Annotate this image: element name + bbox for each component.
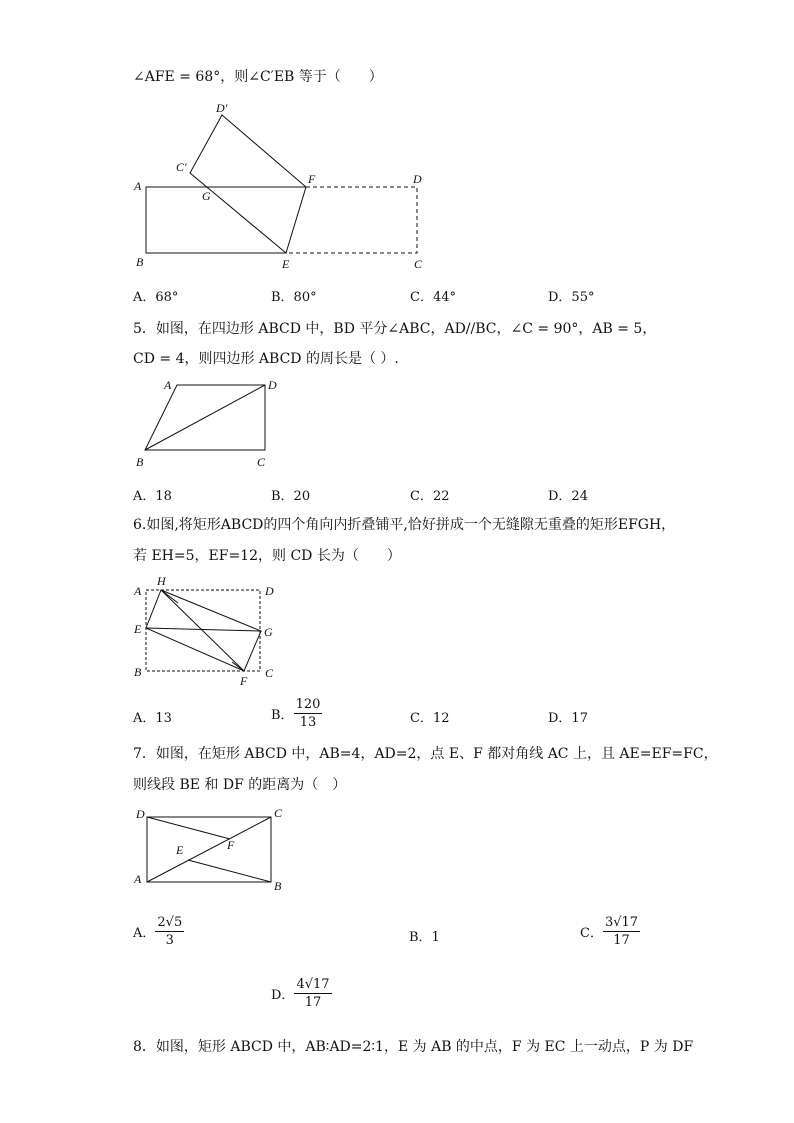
q6-fold-crease-1 bbox=[161, 590, 178, 603]
q5-line1: 5．如图，在四边形 ABCD 中，BD 平分∠ABC，AD//BC，∠C = 90°，AB = 5， bbox=[133, 321, 657, 337]
q5-label-d: D bbox=[268, 378, 277, 392]
q6-option-d[interactable]: D．17 bbox=[548, 711, 588, 726]
q4-label-c1: C′ bbox=[176, 160, 187, 174]
q7-option-b[interactable]: B．1 bbox=[409, 930, 440, 945]
q7-option-d-fraction: $\frac{4√17}{17}$ bbox=[296, 977, 330, 1010]
q4-option-c[interactable]: C．44° bbox=[410, 290, 456, 305]
q8-line1: 8．如图，矩形 ABCD 中，AB∶AD=2∶1，E 为 AB 的中点，F 为 EC 上一动点，P 为 DF bbox=[133, 1039, 694, 1055]
q7-option-d[interactable] bbox=[271, 976, 332, 1011]
q7-option-c[interactable] bbox=[580, 914, 640, 949]
q5-diagonal-bd bbox=[145, 385, 265, 450]
q7-label-d: D bbox=[136, 807, 145, 821]
q7-label-c: C bbox=[274, 806, 283, 820]
q4-label-a: A bbox=[134, 179, 142, 193]
q7-figure bbox=[128, 802, 288, 894]
q4-option-d[interactable]: D．55° bbox=[548, 290, 595, 305]
q7-option-a-prefix: A． bbox=[133, 926, 156, 941]
q4-label-f: F bbox=[308, 172, 316, 186]
q7-label-a: A bbox=[134, 872, 142, 886]
q6-option-b-prefix: B． bbox=[271, 708, 294, 723]
q6-label-b: B bbox=[134, 665, 142, 679]
q7-option-c-fraction: $\frac{3√17}{17}$ bbox=[604, 915, 639, 948]
q4-folded-part bbox=[190, 115, 306, 253]
q7-option-d-prefix: D． bbox=[271, 988, 295, 1003]
q4-label-d: D bbox=[413, 172, 422, 186]
q7-option-a-fraction: $\frac{2√5}{3}$ bbox=[157, 915, 183, 948]
q4-solid-rect bbox=[146, 187, 306, 253]
q5-option-c[interactable]: C．22 bbox=[410, 489, 450, 504]
q6-label-a: A bbox=[134, 584, 142, 598]
q5-label-c: C bbox=[257, 455, 266, 469]
q7-line1: 7．如图，在矩形 ABCD 中，AB=4，AD=2，点 E、F 都对角线 AC 上，且 AE=EF=FC， bbox=[133, 746, 718, 762]
q7-option-c-prefix: C． bbox=[580, 926, 603, 941]
q4-label-e: E bbox=[282, 257, 290, 271]
q6-label-e: E bbox=[134, 622, 142, 636]
q5-line2: CD = 4，则四边形 ABCD 的周长是（ ）. bbox=[133, 351, 399, 367]
q7-label-b: B bbox=[274, 879, 282, 893]
q6-option-b-fraction: $\frac{120}{13}$ bbox=[295, 697, 321, 730]
q4-figure bbox=[128, 96, 438, 274]
q6-label-f: F bbox=[240, 674, 248, 688]
q4-dashed-rect bbox=[286, 187, 417, 253]
q6-line2: 若 EH=5，EF=12，则 CD 长为（ ） bbox=[133, 548, 401, 564]
q5-label-a: A bbox=[164, 378, 172, 392]
q6-option-a[interactable]: A．13 bbox=[133, 711, 172, 726]
q7-line2: 则线段 BE 和 DF 的距离为（ ） bbox=[133, 777, 347, 793]
q6-option-c[interactable]: C．12 bbox=[410, 711, 450, 726]
q4-option-a[interactable]: A．68° bbox=[133, 290, 179, 305]
q7-label-e: E bbox=[176, 843, 184, 857]
q4-stem-tail: ∠AFE = 68°，则∠C′EB 等于（ ） bbox=[133, 69, 383, 85]
q6-fold-line-eg bbox=[146, 628, 261, 631]
q6-label-g: G bbox=[264, 625, 273, 639]
q6-option-b[interactable] bbox=[271, 696, 322, 731]
q5-option-b[interactable]: B．20 bbox=[271, 489, 311, 504]
q7-segment-be bbox=[188, 860, 271, 882]
q5-figure bbox=[130, 374, 290, 472]
q5-label-b: B bbox=[136, 455, 144, 469]
q6-figure bbox=[128, 572, 288, 690]
q6-line1: 6.如图,将矩形ABCD的四个角向内折叠铺平,恰好拼成一个无缝隙无重叠的矩形EFGH， bbox=[133, 517, 676, 533]
q4-label-c: C bbox=[414, 257, 423, 271]
q7-diagonal-ac bbox=[147, 817, 271, 882]
q4-label-d1: D′ bbox=[216, 101, 228, 115]
q4-label-g: G bbox=[202, 189, 211, 203]
q6-label-h: H bbox=[157, 574, 166, 588]
q7-segment-df bbox=[147, 817, 230, 839]
q4-option-b[interactable]: B．80° bbox=[271, 290, 317, 305]
q6-label-c: C bbox=[265, 666, 274, 680]
q7-option-a[interactable] bbox=[133, 914, 184, 949]
q5-option-a[interactable]: A．18 bbox=[133, 489, 172, 504]
q4-label-b: B bbox=[136, 255, 144, 269]
q7-label-f: F bbox=[227, 838, 235, 852]
q5-option-d[interactable]: D．24 bbox=[548, 489, 588, 504]
q6-label-d: D bbox=[265, 584, 274, 598]
